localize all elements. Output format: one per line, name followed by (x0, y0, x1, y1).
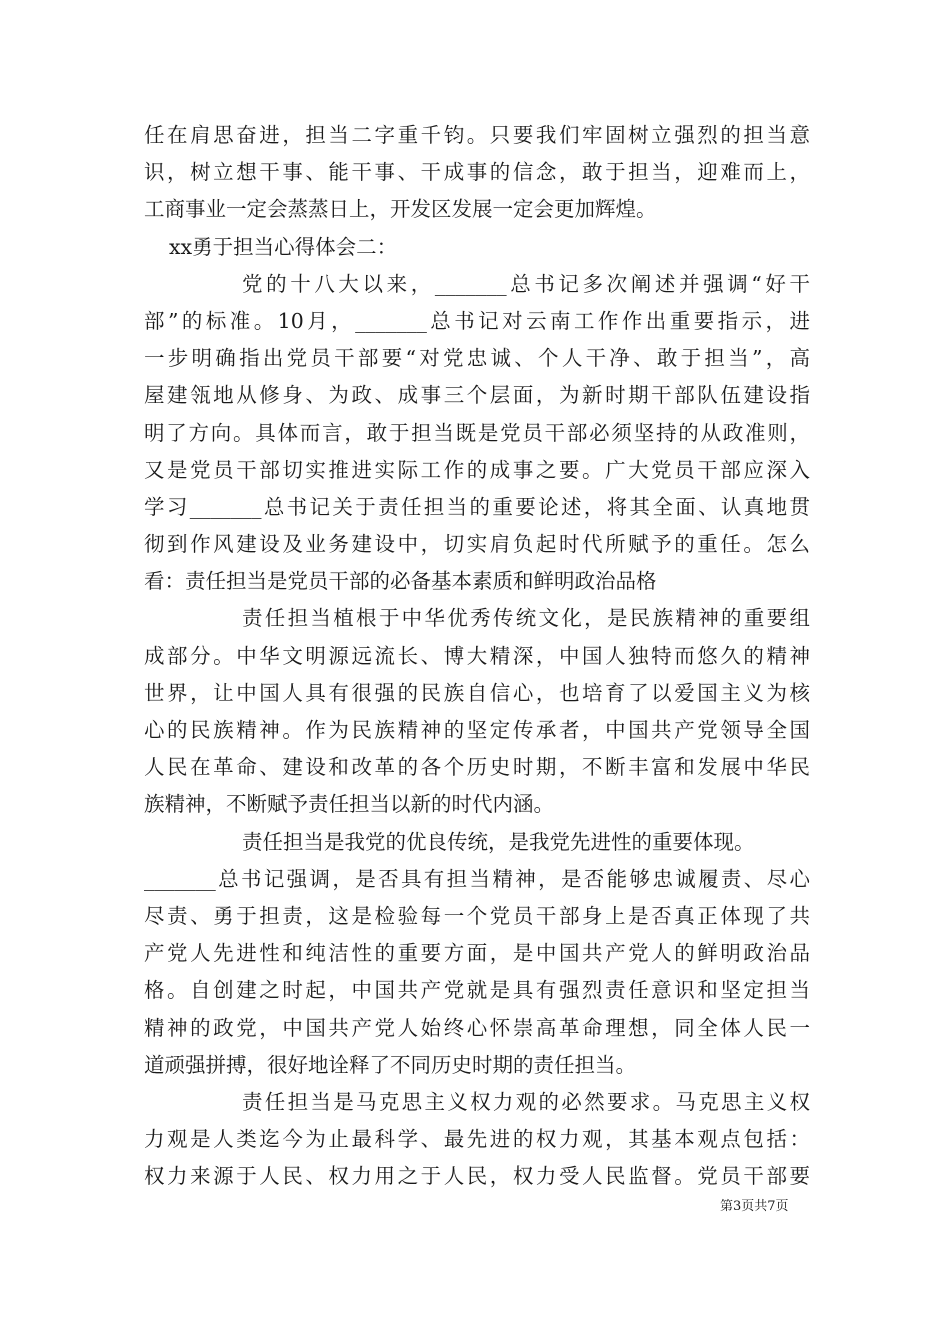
text-line: 责任担当是我党的优良传统，是我党先进性的重要体现。 (242, 829, 755, 854)
body-text (144, 117, 810, 1195)
text-line: 学习_______总书记关于责任担当的重要论述，将其全面、认真地贯 (144, 494, 810, 519)
page-number: 第3页共7页 (720, 1199, 789, 1214)
text-line: 成部分。中华文明源远流长、博大精深，中国人独特而悠久的精神 (144, 643, 810, 668)
text-line: 看：责任担当是党员干部的必备基本素质和鲜明政治品格 (144, 569, 657, 594)
text-line: 屋建瓴地从修身、为政、成事三个层面，为新时期干部队伍建设指 (144, 383, 810, 408)
text-line: 彻到作风建设及业务建设中，切实肩负起时代所赋予的重任。怎么 (144, 532, 810, 557)
text-line: 又是党员干部切实推进实际工作的成事之要。广大党员干部应深入 (144, 457, 810, 482)
text-line: 心的民族精神。作为民族精神的坚定传承者，中国共产党领导全国 (144, 718, 810, 742)
text-line: 党的十八大以来，_______总书记多次阐述并强调“好干 (242, 271, 810, 296)
text-line: 工商事业一定会蒸蒸日上，开发区发展一定会更加辉煌。 (144, 197, 657, 222)
text-line: 精神的政党，中国共产党人始终心怀崇高革命理想，同全体人民一 (144, 1015, 810, 1040)
text-line: 格。自创建之时起，中国共产党就是具有强烈责任意识和坚定担当 (144, 978, 810, 1003)
text-line: _______总书记强调，是否具有担当精神，是否能够忠诚履责、尽心 (144, 866, 810, 891)
text-line: 识，树立想干事、能干事、干成事的信念，敢于担当，迎难而上， (144, 160, 810, 185)
text-line: 权力来源于人民、权力用之于人民，权力受人民监督。党员干部要 (144, 1164, 810, 1189)
text-line: 部”的标准。10月，_______总书记对云南工作作出重要指示，进 (144, 308, 810, 333)
text-line: 世界，让中国人具有很强的民族自信心，也培育了以爱国主义为核 (144, 680, 810, 705)
text-line: 责任担当植根于中华优秀传统文化，是民族精神的重要组 (242, 606, 810, 631)
text-line: 道顽强拼搏，很好地诠释了不同历史时期的责任担当。 (144, 1052, 636, 1077)
text-line: 任在肩思奋进，担当二字重千钧。只要我们牢固树立强烈的担当意 (144, 123, 810, 147)
text-line: 一步明确指出党员干部要“对党忠诚、个人干净、敢于担当”，高 (144, 346, 810, 371)
text-line: 力观是人类迄今为止最科学、最先进的权力观，其基本观点包括： (144, 1127, 810, 1152)
text-line: 明了方向。具体而言，敢于担当既是党员干部必须坚持的从政准则， (144, 420, 810, 445)
text-line: 尽责、勇于担责，这是检验每一个党员干部身上是否真正体现了共 (144, 903, 810, 928)
text-line: 族精神，不断赋予责任担当以新的时代内涵。 (144, 792, 554, 817)
text-line: 产党人先进性和纯洁性的重要方面，是中国共产党人的鲜明政治品 (144, 941, 810, 966)
section-heading: xx勇于担当心得体会二： (169, 234, 398, 259)
text-line: 人民在革命、建设和改革的各个历史时期，不断丰富和发展中华民 (144, 755, 810, 780)
text-line: 责任担当是马克思主义权力观的必然要求。马克思主义权 (242, 1089, 810, 1114)
